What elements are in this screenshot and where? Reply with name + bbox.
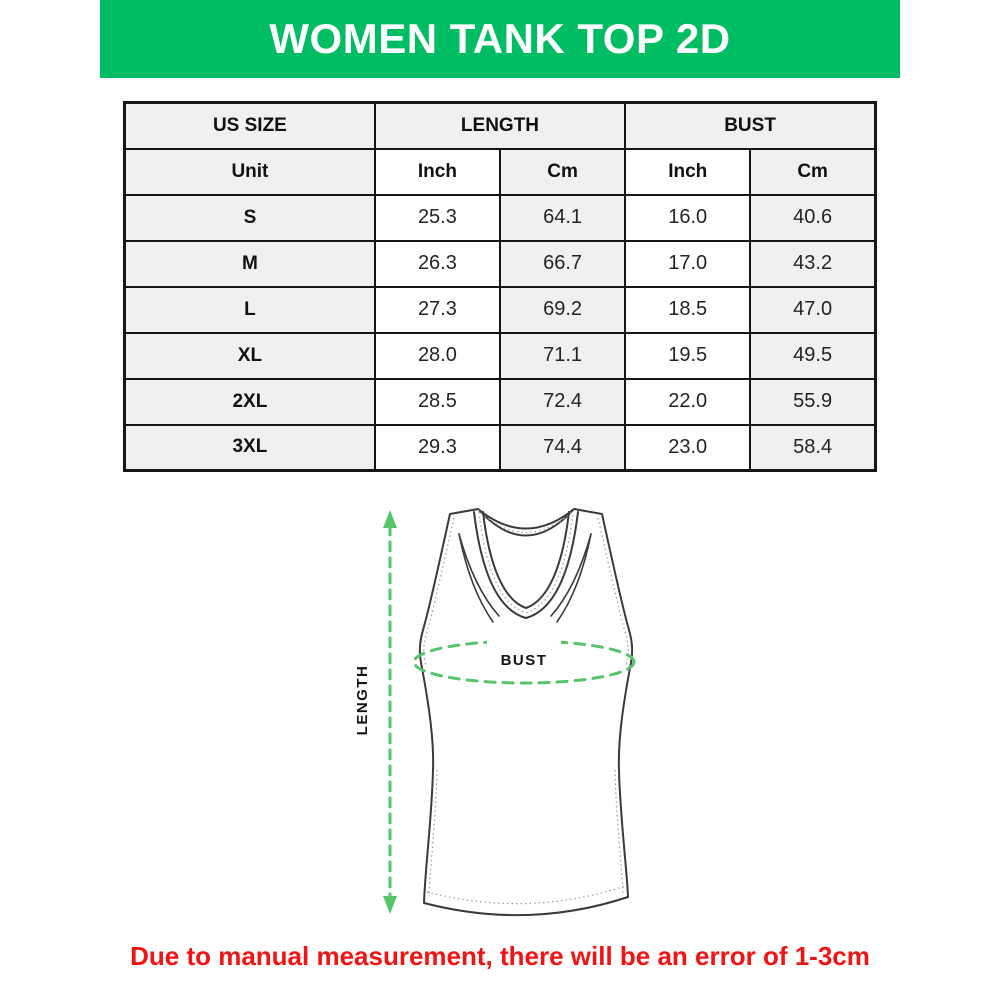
table-row [125, 195, 876, 241]
length-cm-cell: 69.2 [500, 287, 625, 333]
length-cm-header: Cm [500, 149, 625, 195]
tank-top-diagram [345, 498, 685, 943]
bust-inch-cell: 23.0 [625, 425, 750, 471]
size-cell: L [125, 287, 375, 333]
bust-cm-header: Cm [750, 149, 875, 195]
col-header-us-size: US SIZE [125, 103, 375, 149]
bust-cm-cell: 58.4 [750, 425, 875, 471]
length-inch-cell: 28.5 [375, 379, 500, 425]
unit-header: Unit [125, 149, 375, 195]
length-cm-cell: 71.1 [500, 333, 625, 379]
bust-inch-cell: 22.0 [625, 379, 750, 425]
table-row [125, 241, 876, 287]
length-inch-cell: 29.3 [375, 425, 500, 471]
bust-label: BUST [500, 652, 548, 669]
bust-inch-cell: 19.5 [625, 333, 750, 379]
bust-cm-cell: 47.0 [750, 287, 875, 333]
length-cm-cell: 66.7 [500, 241, 625, 287]
length-label: LENGTH [354, 664, 371, 736]
length-inch-cell: 26.3 [375, 241, 500, 287]
bust-inch-cell: 18.5 [625, 287, 750, 333]
bust-cm-cell: 43.2 [750, 241, 875, 287]
table-header-row-groups [125, 103, 876, 149]
title-banner [100, 0, 900, 78]
arrow-down-icon [383, 896, 397, 914]
length-inch-cell: 27.3 [375, 287, 500, 333]
table-row [125, 379, 876, 425]
bust-inch-cell: 16.0 [625, 195, 750, 241]
size-cell: 3XL [125, 425, 375, 471]
length-inch-cell: 25.3 [375, 195, 500, 241]
table-header-row-units [125, 149, 876, 195]
bust-cm-cell: 49.5 [750, 333, 875, 379]
table-row [125, 333, 876, 379]
bust-cm-cell: 55.9 [750, 379, 875, 425]
length-inch-header: Inch [375, 149, 500, 195]
length-cm-cell: 72.4 [500, 379, 625, 425]
bust-inch-cell: 17.0 [625, 241, 750, 287]
size-cell: XL [125, 333, 375, 379]
bust-inch-header: Inch [625, 149, 750, 195]
length-arrow [383, 510, 397, 914]
size-chart-table [123, 101, 877, 472]
length-inch-cell: 28.0 [375, 333, 500, 379]
size-cell: 2XL [125, 379, 375, 425]
tank-top-drawing [420, 509, 632, 915]
size-cell: M [125, 241, 375, 287]
table-row [125, 425, 876, 471]
page-title: WOMEN TANK TOP 2D [269, 15, 731, 62]
col-header-bust: BUST [625, 103, 875, 149]
length-cm-cell: 64.1 [500, 195, 625, 241]
length-cm-cell: 74.4 [500, 425, 625, 471]
col-header-length: LENGTH [375, 103, 625, 149]
size-cell: S [125, 195, 375, 241]
bust-cm-cell: 40.6 [750, 195, 875, 241]
table-row [125, 287, 876, 333]
arrow-up-icon [383, 510, 397, 528]
measurement-disclaimer: Due to manual measurement, there will be an error of 1-3cm [130, 941, 870, 971]
